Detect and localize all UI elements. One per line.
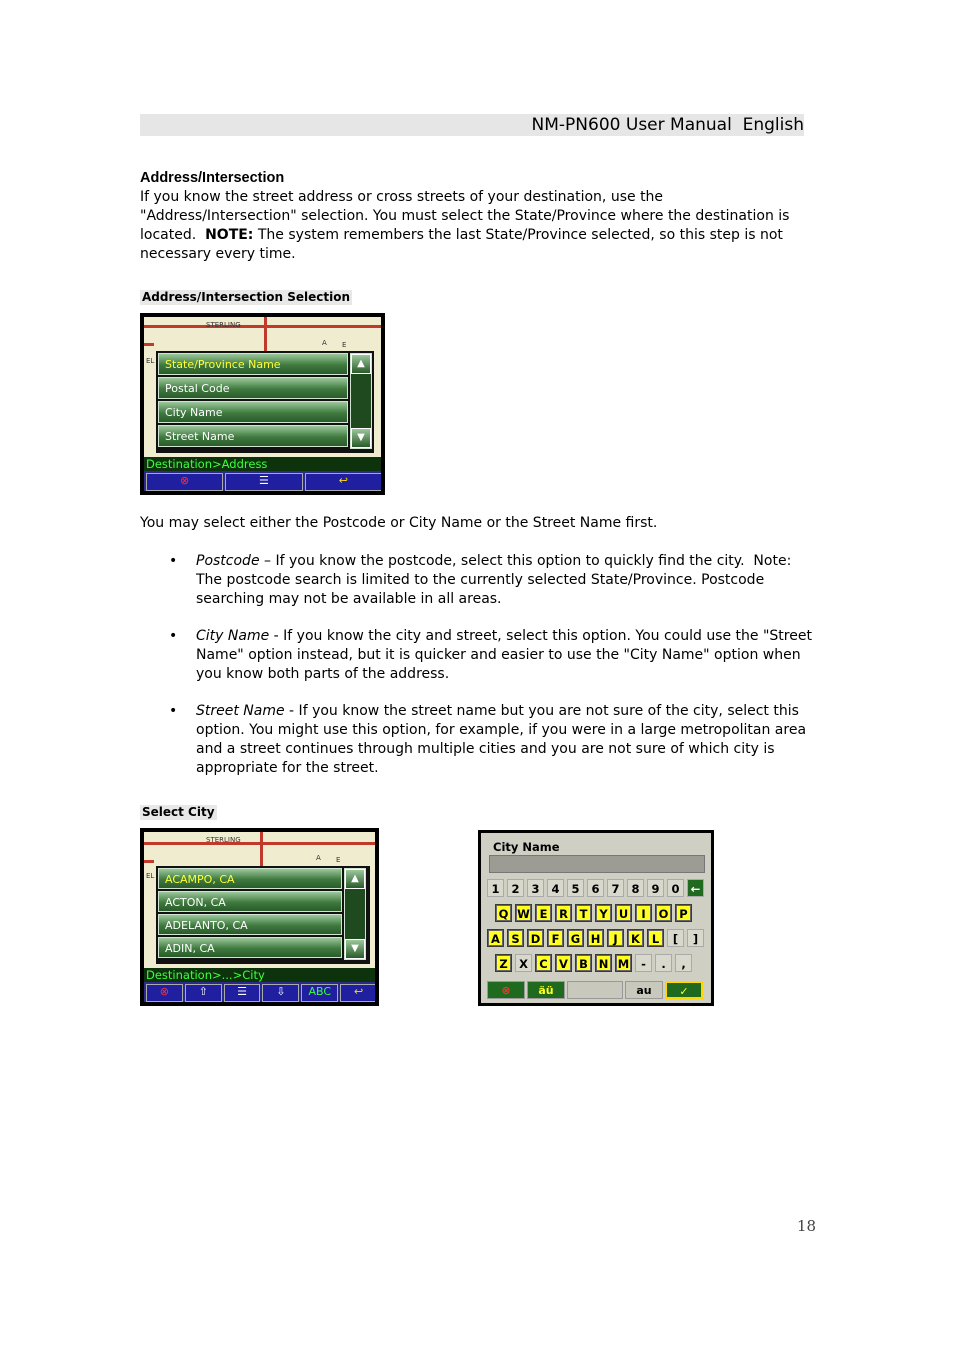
bullet-postcode: [140, 552, 820, 609]
figure-caption-address: Address/Intersection Selection: [142, 290, 350, 304]
bullet-text: you know both parts of the address.: [196, 666, 450, 682]
bullet-text: appropriate for the street.: [196, 760, 379, 776]
city-name-input[interactable]: [489, 855, 705, 873]
key[interactable]: K: [627, 929, 644, 947]
map-road: [260, 832, 263, 870]
backspace-icon[interactable]: ←: [687, 879, 704, 897]
keyboard-row-digits: [487, 879, 704, 897]
city-item[interactable]: ADIN, CA: [158, 937, 342, 958]
bullet-street-name: [140, 702, 820, 778]
key[interactable]: 7: [607, 879, 624, 897]
city-item[interactable]: ACAMPO, CA: [158, 868, 342, 889]
nav-screen-city: [144, 832, 375, 1002]
map-label: EL: [146, 357, 155, 365]
bullet-text: searching may not be available in all areas.: [196, 591, 502, 607]
key[interactable]: 9: [647, 879, 664, 897]
map-label: E: [336, 856, 341, 864]
key[interactable]: S: [507, 929, 524, 947]
accent-toggle-button[interactable]: äü: [527, 981, 565, 999]
key[interactable]: L: [647, 929, 664, 947]
key[interactable]: 3: [527, 879, 544, 897]
key[interactable]: W: [515, 904, 532, 922]
key[interactable]: 1: [487, 879, 504, 897]
section-heading: Address/Intersection: [140, 170, 285, 186]
keyboard-row-qwerty: [495, 904, 692, 922]
option-state-province[interactable]: State/Province Name: [158, 353, 348, 375]
nav-screen-address: [144, 317, 381, 491]
abc-keyboard-button[interactable]: ABC: [301, 984, 338, 1002]
address-option-list: [156, 351, 374, 453]
map-label: STERLING: [206, 321, 241, 329]
intro-line-1: If you know the street address or cross streets of your destination, use the: [140, 189, 664, 205]
key[interactable]: N: [595, 954, 612, 972]
intro-paragraph: [140, 188, 815, 264]
space-key[interactable]: [567, 981, 623, 999]
key[interactable]: F: [547, 929, 564, 947]
scroll-up-icon[interactable]: ▲: [351, 354, 371, 374]
back-icon[interactable]: ↩: [340, 984, 375, 1002]
bullet-text: - If you know the city and street, select this option. You could use the "Street: [269, 628, 812, 644]
bullet-term: Street Name: [196, 703, 285, 719]
key[interactable]: V: [555, 954, 572, 972]
figure-caption-select-city: Select City: [142, 805, 215, 819]
key[interactable]: T: [575, 904, 592, 922]
keyboard-row-zxcv: [495, 954, 692, 972]
key[interactable]: Q: [495, 904, 512, 922]
key[interactable]: [: [667, 929, 684, 947]
bottom-toolbar: [144, 982, 375, 1002]
key[interactable]: 6: [587, 879, 604, 897]
key[interactable]: H: [587, 929, 604, 947]
breadcrumb-status: Destination>...>City: [144, 968, 375, 982]
map-label: EL: [146, 872, 155, 880]
keyboard-row-asdf: [487, 929, 704, 947]
key[interactable]: B: [575, 954, 592, 972]
select-paragraph: You may select either the Postcode or City Name or the Street Name first.: [140, 515, 658, 531]
option-postal-code[interactable]: Postal Code: [158, 377, 348, 399]
bullet-term: City Name: [196, 628, 270, 644]
key[interactable]: O: [655, 904, 672, 922]
map-road: [144, 325, 381, 328]
bullet-postcode-line-1: [196, 552, 820, 571]
intro-line-4: necessary every time.: [140, 246, 296, 262]
page-down-icon[interactable]: ⇩: [262, 984, 299, 1002]
bullet-text: Name" option instead, but it is quicker and easier to use the "City Name" option when: [196, 647, 801, 663]
map-label: A: [316, 854, 321, 862]
key[interactable]: 5: [567, 879, 584, 897]
key[interactable]: ]: [687, 929, 704, 947]
key[interactable]: U: [615, 904, 632, 922]
key[interactable]: J: [607, 929, 624, 947]
option-street-name[interactable]: Street Name: [158, 425, 348, 447]
key[interactable]: A: [487, 929, 504, 947]
map-label: E: [342, 341, 347, 349]
scroll-down-icon[interactable]: ▼: [351, 428, 371, 448]
cancel-icon[interactable]: ⊗: [146, 473, 223, 491]
bullet-text: and a street continues through multiple cities and you are not sure of which city is: [196, 741, 775, 757]
page-header: NM-PN600 User Manual English: [140, 114, 804, 136]
key[interactable]: P: [675, 904, 692, 922]
key[interactable]: C: [535, 954, 552, 972]
screenshot-city-keyboard: [478, 830, 714, 1006]
bottom-toolbar: [144, 471, 381, 491]
intro-line-2: "Address/Intersection" selection. You must select the State/Province where the destination is: [140, 208, 790, 224]
key[interactable]: 4: [547, 879, 564, 897]
key[interactable]: M: [615, 954, 632, 972]
menu-icon[interactable]: ☰: [224, 984, 261, 1002]
bullet-city-name: [140, 627, 820, 684]
map-label: A: [322, 339, 327, 347]
intro-line-3: [140, 226, 815, 245]
menu-icon[interactable]: ☰: [225, 473, 302, 491]
keyboard-screen: [481, 833, 711, 1003]
key[interactable]: 2: [507, 879, 524, 897]
bullet-text: - If you know the street name but you are not sure of the city, select this: [284, 703, 799, 719]
bullet-street-line-1: [196, 702, 820, 721]
bullet-text: The postcode search is limited to the currently selected State/Province. Postcode: [196, 572, 765, 588]
option-city-name[interactable]: City Name: [158, 401, 348, 423]
cancel-icon[interactable]: ⊗: [146, 984, 183, 1002]
intro-line-3-end: The system remembers the last State/Province selected, so this step is not: [253, 227, 783, 243]
key[interactable]: I: [635, 904, 652, 922]
breadcrumb-status: Destination>Address: [144, 457, 381, 471]
intro-line-3-start: located.: [140, 227, 206, 243]
key[interactable]: -: [635, 954, 652, 972]
key[interactable]: Z: [495, 954, 512, 972]
scroll-down-icon[interactable]: ▼: [345, 939, 365, 959]
cancel-icon[interactable]: ⊗: [487, 981, 525, 999]
note-label: NOTE:: [205, 227, 254, 243]
key[interactable]: 0: [667, 879, 684, 897]
key[interactable]: Y: [595, 904, 612, 922]
map-label: STERLING: [206, 836, 241, 844]
map-road: [144, 860, 154, 863]
key[interactable]: .: [655, 954, 672, 972]
page-number: 18: [797, 1217, 817, 1235]
key[interactable]: 8: [627, 879, 644, 897]
key[interactable]: E: [535, 904, 552, 922]
city-item[interactable]: ACTON, CA: [158, 891, 342, 912]
back-icon[interactable]: ↩: [305, 473, 381, 491]
bullet-city-line-1: [196, 627, 820, 646]
city-result-list: [156, 866, 370, 964]
map-road: [144, 343, 154, 346]
city-item[interactable]: ADELANTO, CA: [158, 914, 342, 935]
ok-check-icon[interactable]: ✓: [665, 981, 703, 999]
bullet-term: Postcode: [196, 553, 260, 569]
key[interactable]: D: [527, 929, 544, 947]
scroll-up-icon[interactable]: ▲: [345, 869, 365, 889]
option-bullet-list: [140, 552, 820, 796]
case-toggle-button[interactable]: au: [625, 981, 663, 999]
bullet-text: option. You might use this option, for example, if you were in a large metropolitan area: [196, 722, 807, 738]
page-up-icon[interactable]: ⇧: [185, 984, 222, 1002]
bullet-text: – If you know the postcode, select this option to quickly find the city. Note:: [259, 553, 792, 569]
key[interactable]: ,: [675, 954, 692, 972]
keyboard-title: City Name: [493, 840, 560, 854]
screenshot-select-city: [140, 828, 379, 1006]
key[interactable]: X: [515, 954, 532, 972]
screenshot-address-selection: [140, 313, 385, 495]
key[interactable]: G: [567, 929, 584, 947]
key[interactable]: R: [555, 904, 572, 922]
